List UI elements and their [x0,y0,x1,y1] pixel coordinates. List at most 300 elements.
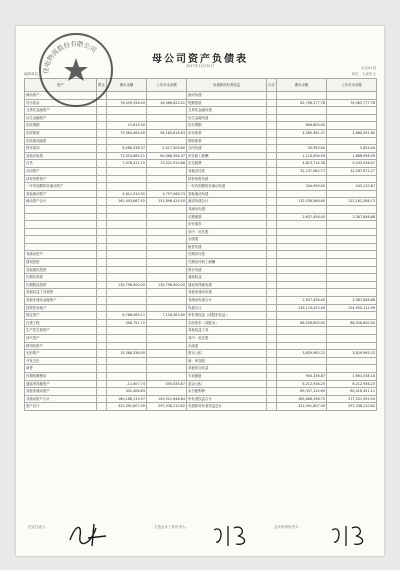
asset-end: 7,478,411.15 [107,160,147,168]
liability-item: 应交税费 [187,160,267,168]
asset-end [107,221,147,229]
table-row [25,395,377,403]
liability-prior: 6,212,936.25 [327,380,377,388]
header-liabilities: 负债和所有者权益 [187,79,267,92]
liability-prior [327,92,377,100]
asset-item: 持有待售资产 [25,175,97,183]
asset-note [97,388,107,396]
asset-prior: 7,126,363.60 [147,312,187,320]
line-no [267,175,277,183]
liability-end: 806,800.00 [277,122,327,130]
asset-item: 衍生金融资产 [25,114,97,122]
asset-note [97,266,107,274]
liability-end: 1,114,906.59 [277,152,327,160]
asset-end: 72,010,869.21 [107,152,147,160]
table-row [25,251,377,259]
asset-end [107,327,147,335]
liability-item: 应付票据 [187,122,267,130]
liability-prior [327,221,377,229]
asset-end: 332,406.83 [107,388,147,396]
table-row [25,365,377,373]
table-row [25,297,377,305]
liability-end [277,251,327,259]
asset-end: 75,564,464.09 [107,129,147,137]
line-no [267,107,277,115]
line-no [267,137,277,145]
header-note: 附注 [97,79,107,92]
asset-item: 流动资产： [25,92,97,100]
asset-note [97,243,107,251]
asset-note [97,312,107,320]
liability-item: 其他应付款 [187,167,267,175]
asset-item: 油气资产 [25,335,97,343]
asset-note [97,205,107,213]
table-row [25,342,377,350]
liability-prior [327,327,377,335]
asset-end [107,357,147,365]
liability-prior [327,342,377,350]
asset-note [97,160,107,168]
asset-prior [147,122,187,130]
line-no [267,274,277,282]
liability-item: 一年内到期的非流动负债 [187,183,267,191]
liability-item: 其他综合收益 [187,365,267,373]
asset-item: 其他应收款 [25,152,97,160]
liability-prior: 243,120.87 [327,183,377,191]
asset-end [107,274,147,282]
asset-prior [147,289,187,297]
liability-prior: 297,338,210.62 [327,403,377,411]
asset-note [97,350,107,358]
asset-note [97,319,107,327]
table-row [25,350,377,358]
asset-item [25,243,97,251]
asset-note [97,175,107,183]
asset-prior [147,175,187,183]
liability-item: 非流动负债合计 [187,297,267,305]
line-no [267,365,277,373]
asset-item: 应收款项融资 [25,137,97,145]
asset-end [107,183,147,191]
liability-end [277,107,327,115]
line-no [267,213,277,221]
liability-item: 应付债券 [187,221,267,229]
asset-end [107,297,147,305]
asset-end: 135,796,000.00 [107,281,147,289]
asset-prior [147,236,187,244]
asset-note [97,114,107,122]
line-no [267,129,277,137]
table-row [25,281,377,289]
liability-prior [327,205,377,213]
asset-note [97,190,107,198]
asset-prior: 143,521,646.64 [147,395,187,403]
asset-note [97,137,107,145]
asset-prior [147,335,187,343]
asset-note [97,129,107,137]
liability-end: 135,174,023.05 [277,304,327,312]
liability-prior: 2,854.44 [327,145,377,153]
table-row [25,259,377,267]
line-no [267,335,277,343]
liability-item: 持有待售负债 [187,175,267,183]
liability-item: 所有者权益（或股东权益）： [187,312,267,320]
liability-item: 预收账款 [187,137,267,145]
asset-note [97,335,107,343]
line-no [267,388,277,396]
liability-prior: 122,162,266.13 [327,198,377,206]
asset-prior [147,342,187,350]
asset-item: 在建工程 [25,319,97,327]
asset-prior [147,274,187,282]
line-no [267,342,277,350]
liability-item: 递延所得税负债 [187,281,267,289]
liability-prior: 1,686,998.59 [327,152,377,160]
line-no [267,114,277,122]
liability-end [277,243,327,251]
liability-item: 资本公积 [187,350,267,358]
table-row [25,403,377,411]
liability-end: 32,137,062.77 [277,167,327,175]
asset-prior: 405,035.87 [147,380,187,388]
liability-end: 82,708,277.78 [277,99,327,107]
liability-end: 2,637,456.45 [277,297,327,305]
asset-note [97,289,107,297]
line-no [267,228,277,236]
asset-item: 一年内到期的非流动资产 [25,183,97,191]
table-row [25,228,377,236]
liability-prior [327,289,377,297]
liability-end [277,357,327,365]
asset-end: 4,811,910.55 [107,190,147,198]
liability-end [277,92,327,100]
liability-end [277,312,327,320]
asset-note [97,251,107,259]
asset-item: 商誉 [25,365,97,373]
liability-item: 未分配利润 [187,388,267,396]
liability-item: 其他非流动负债 [187,289,267,297]
liability-item: 专项储备 [187,372,267,380]
liability-prior: 80,316,451.11 [327,388,377,396]
liability-prior [327,335,377,343]
line-no [267,251,277,259]
liability-item: 衍生金融负债 [187,114,267,122]
liability-end [277,274,327,282]
asset-prior [147,213,187,221]
liability-prior [327,137,377,145]
line-no [267,160,277,168]
liability-prior [327,175,377,183]
liability-item: 应付账款 [187,129,267,137]
asset-note [97,183,107,191]
line-no [267,92,277,100]
asset-prior [147,183,187,191]
liability-end [277,259,327,267]
asset-item [25,236,97,244]
asset-note [97,304,107,312]
liability-end [277,236,327,244]
asset-item: 资产总计 [25,403,97,411]
balance-sheet-page [16,26,384,556]
table-row [25,266,377,274]
accounting-dept-signature [328,520,373,550]
liability-prior [327,357,377,365]
asset-prior: 297,338,210.62 [147,403,187,411]
liability-end: 3,829,965.22 [277,350,327,358]
table-row [25,205,377,213]
liability-item: 负债合计 [187,304,267,312]
line-no [267,395,277,403]
asset-end [107,175,147,183]
accounting-dept-label: 会计机构负责人： [274,525,302,529]
asset-note [97,297,107,305]
asset-item: 长期应收款 [25,274,97,282]
table-row [25,304,377,312]
liability-prior [327,312,377,320]
table-row [25,129,377,137]
header-end-balance-2: 期末余额 [277,79,327,92]
liability-end [277,289,327,297]
asset-item: 债权投资 [25,259,97,267]
liability-prior: 76,063,777.78 [327,99,377,107]
table-row [25,289,377,297]
asset-item: 无形资产 [25,350,97,358]
accounting-head-label: 主管会计工作负责人： [154,525,189,529]
liability-item: 实收资本（或股本） [187,319,267,327]
liability-end [277,335,327,343]
line-no [267,312,277,320]
line-no [267,297,277,305]
table-row [25,274,377,282]
asset-prior [147,304,187,312]
asset-prior [147,205,187,213]
asset-note [97,152,107,160]
asset-prior [147,259,187,267]
asset-end [107,243,147,251]
line-no [267,319,277,327]
table-row [25,122,377,130]
liability-end: 6,212,936.25 [277,380,327,388]
liability-end [277,190,327,198]
asset-prior [147,350,187,358]
asset-note [97,221,107,229]
table-row [25,380,377,388]
asset-item: 开发支出 [25,357,97,365]
asset-item: 应收票据 [25,122,97,130]
asset-item: 使用权资产 [25,342,97,350]
liability-end: 2,637,456.45 [277,213,327,221]
liability-end: 185,688,256.75 [277,395,327,403]
asset-item [25,221,97,229]
asset-end [107,304,147,312]
asset-item: 应收账款 [25,129,97,137]
asset-end [107,167,147,175]
line-no [267,167,277,175]
asset-item: 固定资产 [25,312,97,320]
liability-item: 流动负债合计 [187,198,267,206]
liability-prior [327,365,377,373]
liability-item: 预计负债 [187,266,267,274]
liability-item: 盈余公积 [187,380,267,388]
asset-item: 其他流动资产 [25,190,97,198]
asset-prior [147,327,187,335]
header-end-balance: 期末余额 [107,79,147,92]
table-row [25,388,377,396]
liability-end: 89,337,124.69 [277,388,327,396]
line-no [267,183,277,191]
asset-end: 12,615.00 [107,122,147,130]
asset-end [107,266,147,274]
asset-end: 6,586,538.37 [107,145,147,153]
header-assets: 资产 [25,79,97,92]
asset-item: 其他权益工具投资 [25,289,97,297]
asset-note [97,145,107,153]
asset-prior: 151,896,424.00 [147,198,187,206]
asset-note [97,213,107,221]
asset-prior [147,92,187,100]
liability-end: 4,585,361.37 [277,129,327,137]
asset-end [107,342,147,350]
liability-end [277,281,327,289]
liability-end [277,137,327,145]
line-no [267,350,277,358]
liability-prior: 9,033,036.07 [327,160,377,168]
liability-prior: 86,526,600.00 [327,319,377,327]
asset-prior: 135,796,000.00 [147,281,187,289]
asset-prior: 13,022,910.66 [147,160,187,168]
liability-end [277,114,327,122]
asset-item: 生产性生物资产 [25,327,97,335]
line-no [267,289,277,297]
liability-end [277,327,327,335]
asset-end [107,213,147,221]
table-row [25,312,377,320]
asset-end: 6,768,069.11 [107,312,147,320]
line-no [267,304,277,312]
line-no [267,221,277,229]
liability-prior: 2,387,846.86 [327,297,377,305]
asset-note [97,380,107,388]
asset-end [107,259,147,267]
line-no [267,145,277,153]
line-no [267,281,277,289]
accounting-head-signature [210,520,255,550]
liability-item: 长期应付职工薪酬 [187,259,267,267]
table-row [25,183,377,191]
liability-end [277,221,327,229]
asset-note [97,365,107,373]
asset-item: 预付款项 [25,145,97,153]
asset-note [97,122,107,130]
liability-prior: 2,680,391.85 [327,129,377,137]
liability-end [277,365,327,373]
asset-item: 长期股权投资 [25,281,97,289]
liability-prior [327,243,377,251]
asset-prior: 2,417,509.80 [147,145,187,153]
liability-item: 永续债 [187,236,267,244]
asset-note [97,357,107,365]
asset-prior [147,243,187,251]
liability-item: 其他权益工具 [187,327,267,335]
asset-end [107,236,147,244]
table-row [25,167,377,175]
asset-prior [147,107,187,115]
asset-end: 396,751.72 [107,319,147,327]
liability-end: 86,526,600.00 [277,319,327,327]
liability-item: 递延收益 [187,274,267,282]
asset-end: 322,591,807.49 [107,403,147,411]
liability-item: 其中：优先股 [187,335,267,343]
header-line-no: 行次 [267,79,277,92]
asset-prior [147,228,187,236]
liability-end: 322,591,807.49 [277,403,327,411]
liability-prior [327,122,377,130]
liability-item: 应付职工薪酬 [187,152,267,160]
currency-unit: 单位：人民币元 [351,72,376,76]
asset-end [107,289,147,297]
liability-end [277,175,327,183]
asset-end: 160,188,119.57 [107,395,147,403]
asset-end [107,251,147,259]
asset-prior [147,251,187,259]
table-row [25,152,377,160]
asset-note [97,228,107,236]
liability-item: 长期应付款 [187,251,267,259]
line-no [267,357,277,365]
line-no [267,198,277,206]
asset-prior [147,372,187,380]
liability-prior [327,274,377,282]
asset-prior: 56,163,618.63 [147,129,187,137]
asset-note [97,167,107,175]
liability-prior: 3,829,965.22 [327,350,377,358]
liability-item: 其中：优先股 [187,228,267,236]
liability-item: 所有者权益合计 [187,395,267,403]
line-no [267,122,277,130]
balance-sheet-table [24,78,377,411]
form-id: 会企01表 [361,66,376,70]
header-prior-balance: 上年年末余额 [147,79,187,92]
liability-item: 租赁负债 [187,243,267,251]
table-row [25,243,377,251]
report-date: 2017年12月31日 [185,64,215,68]
asset-item: 递延所得税资产 [25,380,97,388]
line-no [267,403,277,411]
line-no [267,380,277,388]
asset-note [97,198,107,206]
asset-note [97,236,107,244]
asset-end: -11,607.74 [107,380,147,388]
asset-item: 其他债权投资 [25,266,97,274]
table-row [25,137,377,145]
line-no [267,152,277,160]
liability-prior: 1,661,038.18 [327,372,377,380]
liability-prior [327,266,377,274]
asset-end [107,205,147,213]
liability-item: 交易性金融负债 [187,107,267,115]
liability-item: 流动负债： [187,92,267,100]
line-no [267,266,277,274]
liability-prior: 2,387,846.86 [327,213,377,221]
asset-prior [147,167,187,175]
asset-item: 其他非流动金融资产 [25,297,97,305]
asset-prior [147,297,187,305]
table-row [25,372,377,380]
asset-item: 非流动资产合计 [25,395,97,403]
asset-item: 合同资产 [25,167,97,175]
table-row [25,190,377,198]
liability-item: 长期借款 [187,213,267,221]
